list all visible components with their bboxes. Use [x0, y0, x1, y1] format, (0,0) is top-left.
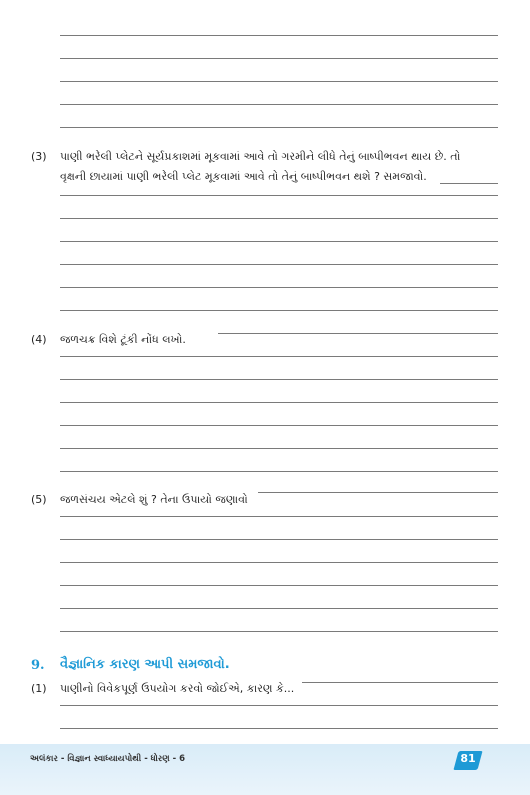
answer-line [60, 241, 498, 242]
answer-line [60, 448, 498, 449]
answer-line [60, 608, 498, 609]
question-text: પાણી ભરેલી પ્લેટને સૂર્યપ્રકાશમાં મૂકવામાં આવે તો ગરમીને લીધે તેનું બાષ્પીભવન થાય છે. તો [60, 150, 461, 163]
answer-line [60, 402, 498, 403]
answer-line [60, 356, 498, 357]
answer-line [60, 195, 498, 196]
answer-line [218, 333, 498, 334]
question-text: વૃક્ષની છાયામાં પાણી ભરેલી પ્લેટ મૂકવામાં આવે તો તેનું બાષ્પીભવન થશે ? સમજાવો. [60, 170, 427, 183]
answer-line [60, 287, 498, 288]
answer-line [60, 379, 498, 380]
answer-line [60, 58, 498, 59]
footer-band [0, 744, 530, 795]
answer-line [60, 310, 498, 311]
answer-line [60, 631, 498, 632]
answer-line [60, 705, 498, 706]
section-number: 9. [31, 658, 45, 673]
answer-line [60, 562, 498, 563]
answer-line [60, 127, 498, 128]
answer-line [60, 264, 498, 265]
answer-line [440, 183, 498, 184]
page-number-badge [453, 749, 483, 771]
answer-line [60, 728, 498, 729]
answer-line [258, 492, 498, 493]
answer-line [60, 218, 498, 219]
question-number: (4) [31, 333, 47, 346]
page-footer [0, 744, 530, 795]
question-number: (5) [31, 493, 47, 506]
answer-line [60, 35, 498, 36]
footer-title: અલંકાર - વિજ્ઞાન સ્વાધ્યાયપોથી - ધોરણ - 6 [30, 754, 186, 764]
answer-line [60, 471, 498, 472]
answer-line [302, 682, 498, 683]
question-text: જળચક્ર વિશે ટૂંકી નોંધ લખો. [60, 333, 186, 346]
question-number: (1) [31, 682, 47, 695]
answer-line [60, 104, 498, 105]
question-text: પાણીનો વિવેકપૂર્ણ ઉપયોગ કરવો જોઈએ, કારણ કે... [60, 682, 295, 695]
question-text: જળસંચય એટલે શું ? તેના ઉપાયો જણાવો [60, 493, 248, 506]
answer-line [60, 585, 498, 586]
answer-line [60, 81, 498, 82]
answer-line [60, 425, 498, 426]
section-title: વૈજ્ઞાનિક કારણ આપી સમજાવો. [60, 657, 230, 672]
answer-line [60, 516, 498, 517]
answer-line [60, 539, 498, 540]
page-number: 81 [460, 752, 476, 765]
question-number: (3) [31, 150, 47, 163]
